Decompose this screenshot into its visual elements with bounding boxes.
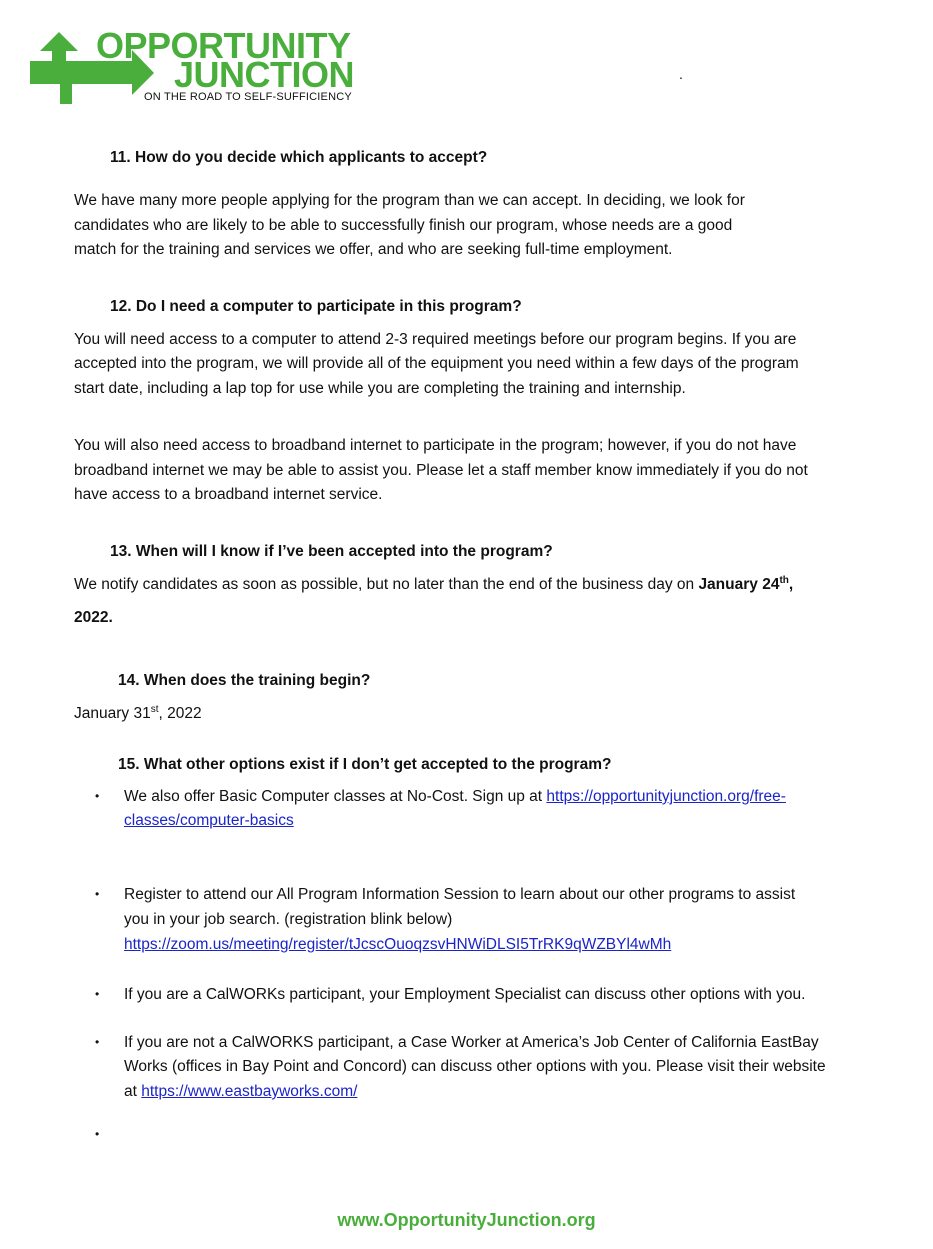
option-eastbay-line-1: If you are not a CalWORKS participant, a Case Worker at America’s Job Center of California EastBay bbox=[124, 1034, 819, 1051]
q12-para1-line-1: You will need access to a computer to attend 2-3 required meetings before our program begins. If you are bbox=[74, 331, 797, 348]
q13-date: January 24th, bbox=[698, 575, 794, 593]
option-calworks: If you are a CalWORKs participant, your Employment Specialist can discuss other options with you. bbox=[124, 986, 806, 1003]
q12-para2-line-3: have access to a broadband internet service. bbox=[74, 486, 383, 503]
bullet-3: • bbox=[95, 987, 100, 1001]
option-info-session-line-2: you in your job search. (registration blink below) bbox=[124, 911, 453, 928]
q12-para1-line-2: accepted into the program, we will provide all of the equipment you need within a few days of the program bbox=[74, 355, 799, 372]
q12-para2-line-1: You will also need access to broadband internet to participate in the program; however, if you do not have bbox=[74, 437, 797, 454]
q13-answer bbox=[74, 573, 793, 598]
option-computer-classes-cont bbox=[124, 809, 294, 834]
q11-answer-line-2: candidates who are likely to be able to successfully finish our program, whose needs are a good bbox=[74, 217, 733, 234]
logo-line-1: OPPORTUNITY bbox=[96, 25, 351, 66]
option-info-session-link-line bbox=[124, 933, 671, 958]
question-15-heading: 15. What other options exist if I don’t get accepted to the program? bbox=[118, 756, 612, 773]
question-14-heading: 14. When does the training begin? bbox=[118, 672, 371, 689]
bullet-4: • bbox=[95, 1035, 100, 1049]
logo-tagline: ON THE ROAD TO SELF-SUFFICIENCY bbox=[144, 91, 352, 103]
option-eastbay-line-3: at https://www.eastbayworks.com/ bbox=[124, 1083, 358, 1100]
computer-basics-link-part-1[interactable]: https://opportunityjunction.org/free- bbox=[546, 788, 786, 805]
footer-website[interactable]: www.OpportunityJunction.org bbox=[337, 1210, 596, 1230]
q11-answer-line-1: We have many more people applying for the program than we can accept. In deciding, we look for bbox=[74, 192, 745, 209]
zoom-registration-link[interactable]: https://zoom.us/meeting/register/tJcscOuoqzsvHNWiDLSI5TrRK9qWZBYl4wMh bbox=[124, 936, 672, 953]
bullet-5-empty: • bbox=[95, 1127, 100, 1141]
bullet-1: • bbox=[95, 789, 100, 803]
logo-line-2: JUNCTION bbox=[174, 54, 355, 95]
q13-answer-text: We notify candidates as soon as possible, but no later than the end of the business day on bbox=[74, 576, 699, 593]
computer-basics-link-part-2[interactable]: classes/computer-basics bbox=[124, 812, 294, 829]
option-computer-classes: We also offer Basic Computer classes at No-Cost. Sign up at https://opportunityjunction.org/free- bbox=[124, 788, 786, 805]
q13-year: 2022. bbox=[74, 609, 113, 626]
option-eastbay-line-2: Works (offices in Bay Point and Concord) can discuss other options with you. Please visit their website bbox=[124, 1058, 826, 1075]
question-13-heading: 13. When will I know if I’ve been accepted into the program? bbox=[110, 543, 553, 560]
bullet-2: • bbox=[95, 887, 100, 901]
eastbayworks-link[interactable]: https://www.eastbayworks.com/ bbox=[141, 1083, 358, 1100]
opportunity-junction-logo bbox=[30, 25, 375, 106]
q12-para1-line-3: start date, including a lap top for use while you are completing the training and internship. bbox=[74, 380, 686, 397]
q11-answer-line-3: match for the training and services we offer, and who are seeking full-time employment. bbox=[74, 241, 673, 258]
header-dot: . bbox=[679, 66, 683, 82]
q14-answer: January 31st, 2022 bbox=[74, 704, 202, 722]
question-11-heading: 11. How do you decide which applicants to accept? bbox=[110, 149, 488, 166]
q12-para2-line-2: broadband internet we may be able to assist you. Please let a staff member know immediately if you do not bbox=[74, 462, 808, 479]
option-info-session-line-1: Register to attend our All Program Information Session to learn about our other programs to assist bbox=[124, 886, 796, 903]
question-12-heading: 12. Do I need a computer to participate in this program? bbox=[110, 298, 522, 315]
